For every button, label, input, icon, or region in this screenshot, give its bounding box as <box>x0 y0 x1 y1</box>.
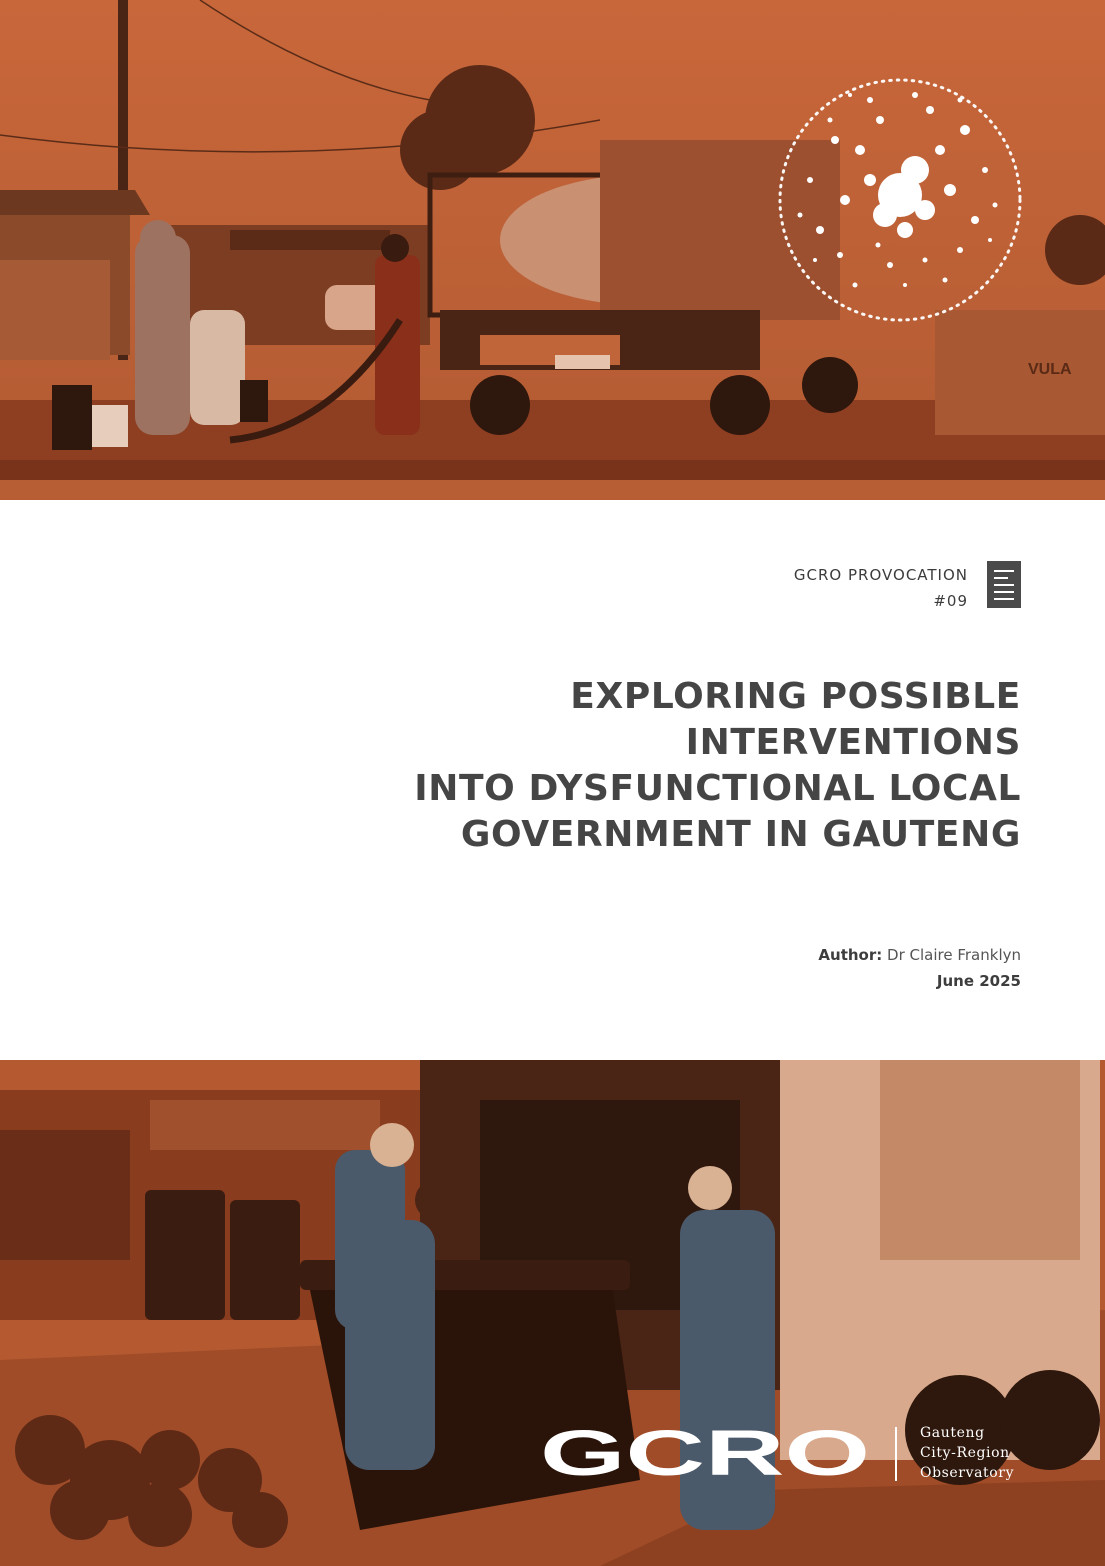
cover-photo-top <box>0 0 1105 500</box>
wall-sign-text: VULA <box>1028 361 1072 378</box>
series-label <box>794 562 968 614</box>
refuse-collection-scene <box>0 1060 1105 1566</box>
document-icon <box>987 561 1021 608</box>
title-line-2: INTO DYSFUNCTIONAL LOCAL <box>414 768 1021 809</box>
logo-subtitle-line-3: Observatory <box>920 1465 1015 1481</box>
logo-subtitle <box>920 1423 1014 1483</box>
byline <box>818 942 1021 994</box>
cover-photo-bottom <box>0 1060 1105 1566</box>
logo-subtitle-line-2: City-Region <box>920 1445 1010 1461</box>
title-line-3: GOVERNMENT IN GAUTENG <box>460 814 1021 855</box>
logo-divider <box>895 1427 897 1481</box>
logo-subtitle-line-1: Gauteng <box>920 1425 985 1441</box>
author-line <box>818 942 1021 968</box>
series-name: GCRO PROVOCATION <box>793 566 968 584</box>
series-number: #09 <box>933 592 968 610</box>
water-tanker-scene <box>0 0 1105 500</box>
publication-date: June 2025 <box>936 972 1021 990</box>
document-title <box>241 674 1021 858</box>
title-line-1: EXPLORING POSSIBLE INTERVENTIONS <box>570 676 1021 763</box>
gcro-wordmark-text: GCRO <box>540 1425 870 1483</box>
gcro-wordmark <box>540 1425 880 1483</box>
author-name: Dr Claire Franklyn <box>887 946 1021 964</box>
author-label: Author: <box>818 946 883 964</box>
